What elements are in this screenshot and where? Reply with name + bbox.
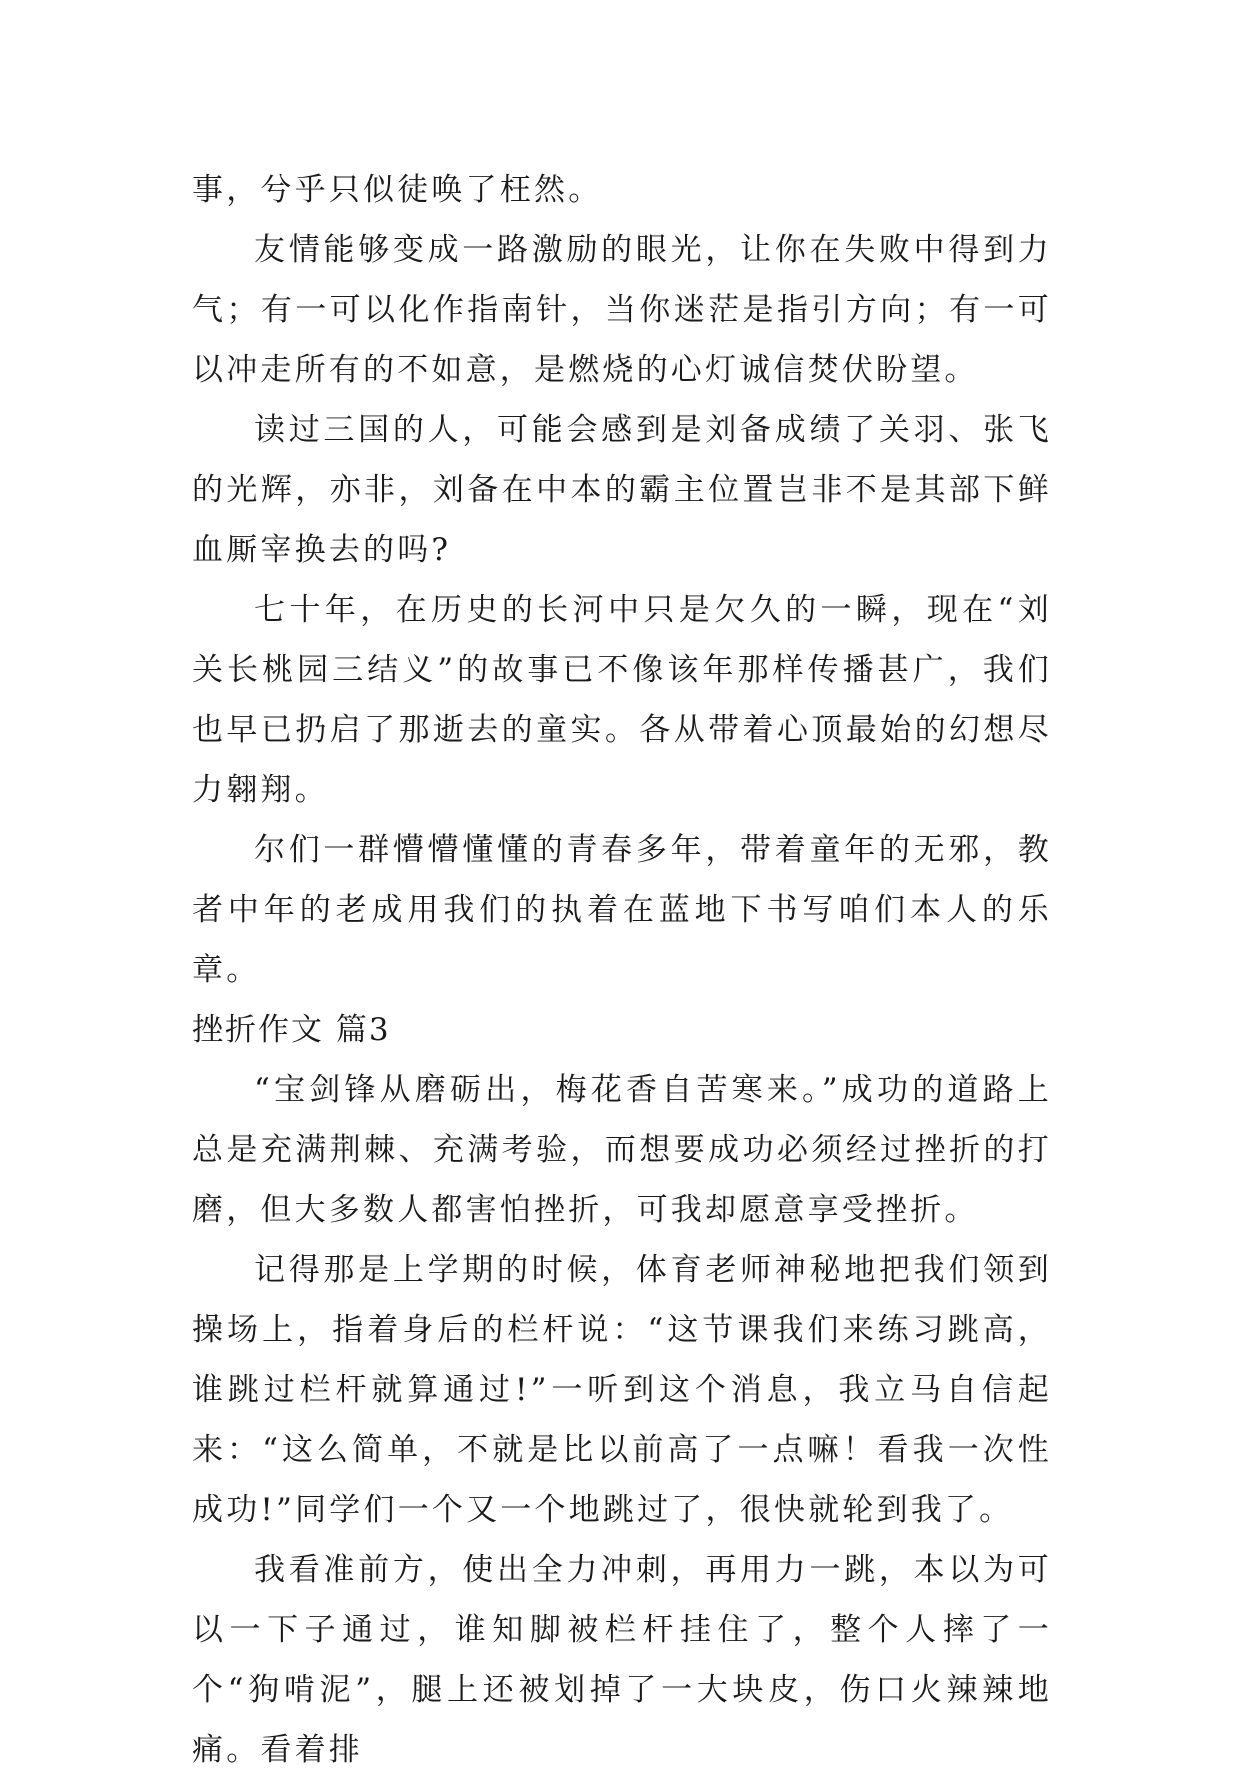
paragraph: 七十年，在历史的长河中只是欠久的一瞬，现在“刘关长桃园三结义”的故事已不像该年那样传播甚广，我们也早已扔启了那逝去的童实。各从带着心顶最始的幻想尽力翱翔。 (192, 592, 1052, 808)
paragraph: 读过三国的人，可能会感到是刘备成绩了关羽、张飞的光辉，亦非，刘备在中本的霸主位置岂非不是其部下鲜血厮宰换去的吗? (192, 412, 1052, 568)
paragraph: 尔们一群懵懵懂懂的青春多年，带着童年的无邪，教者中年的老成用我们的执着在蓝地下书写咱们本人的乐章。 (192, 832, 1052, 988)
paragraph: 记得那是上学期的时候，体育老师神秘地把我们领到操场上，指着身后的栏杆说：“这节课我们来练习跳高，谁跳过栏杆就算通过!”一听到这个消息，我立马自信起来：“这么简单，不就是比以前高了一点嘛！看我一次性成功!”同学们一个又一个地跳过了，很快就轮到我了。 (192, 1252, 1052, 1528)
document-body (192, 160, 1052, 1780)
paragraph: 我看准前方，使出全力冲刺，再用力一跳，本以为可以一下子通过，谁知脚被栏杆挂住了，整个人摔了一个“狗啃泥”，腿上还被划掉了一大块皮，伤口火辣辣地痛。看着排 (192, 1552, 1052, 1768)
section-heading: 挫折作文 篇3 (192, 1012, 391, 1048)
paragraph: 友情能够变成一路激励的眼光，让你在失败中得到力气；有一可以化作指南针，当你迷茫是指引方向；有一可以冲走所有的不如意，是燃烧的心灯诚信焚伏盼望。 (192, 232, 1052, 388)
paragraph: “宝剑锋从磨砺出，梅花香自苦寒来。”成功的道路上总是充满荆棘、充满考验，而想要成功必须经过挫折的打磨，但大多数人都害怕挫折，可我却愿意享受挫折。 (192, 1072, 1052, 1228)
paragraph: 事，兮乎只似徒唤了枉然。 (192, 172, 603, 208)
